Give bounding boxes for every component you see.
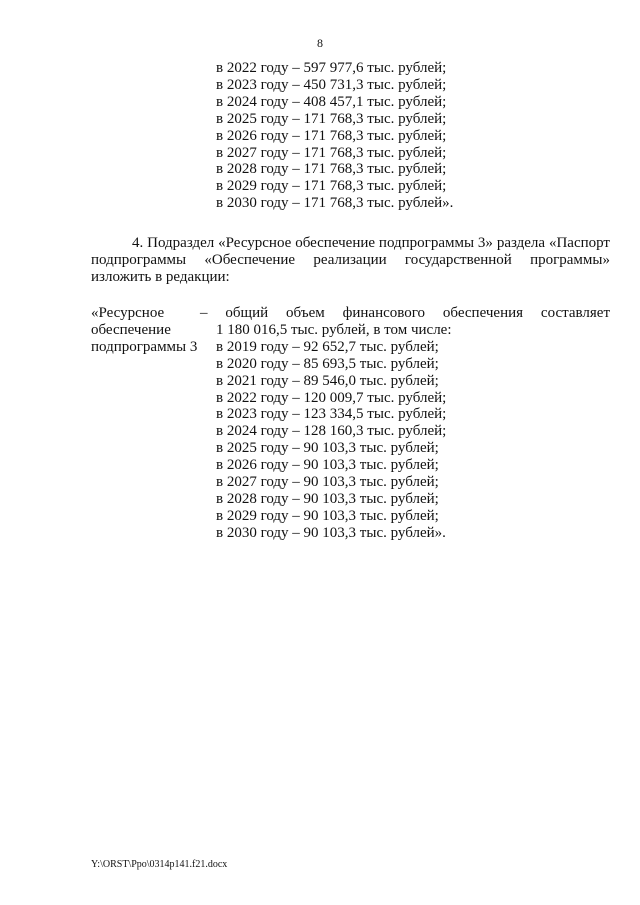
total-amount: 1 180 016,5 тыс. рублей, в том числе:: [216, 321, 452, 338]
page-number: 8: [317, 36, 323, 50]
list-item: в 2025 году – 90 103,3 тыс. рублей;: [216, 440, 439, 457]
section-label: [91, 305, 197, 356]
paragraph-line: изложить в редакции:: [91, 268, 230, 285]
list-item: в 2022 году – 120 009,7 тыс. рублей;: [216, 389, 447, 406]
list-item: в 2023 году – 450 731,3 тыс. рублей;: [216, 76, 447, 93]
list-item: в 2027 году – 171 768,3 тыс. рублей;: [216, 144, 447, 161]
list-item: в 2027 году – 90 103,3 тыс. рублей;: [216, 474, 439, 491]
list-item: в 2029 году – 90 103,3 тыс. рублей;: [216, 507, 439, 524]
section-label-line: подпрограммы 3: [91, 338, 198, 355]
list-item: в 2020 году – 85 693,5 тыс. рублей;: [216, 355, 439, 372]
list-item: в 2023 году – 123 334,5 тыс. рублей;: [216, 406, 447, 423]
list-item: в 2022 году – 597 977,6 тыс. рублей;: [216, 60, 447, 76]
paragraph-line: подпрограммы «Обеспечение реализации государственной программы»: [91, 251, 610, 268]
list-item: в 2028 году – 171 768,3 тыс. рублей;: [216, 161, 447, 178]
list-item: в 2030 году – 90 103,3 тыс. рублей».: [216, 524, 446, 541]
list-item: в 2030 году – 171 768,3 тыс. рублей».: [216, 195, 454, 212]
list-item: в 2026 году – 90 103,3 тыс. рублей;: [216, 457, 439, 474]
list-item: в 2024 году – 408 457,1 тыс. рублей;: [216, 93, 447, 110]
section-label-line: обеспечение: [91, 321, 171, 338]
paragraph-line: 4. Подраздел «Ресурсное обеспечение подпрограммы 3» раздела «Паспорт: [132, 235, 610, 251]
list-item: в 2028 году – 90 103,3 тыс. рублей;: [216, 490, 439, 507]
section-label-line: «Ресурсное: [91, 305, 165, 321]
footer-file-path: Y:\ORST\Ppo\0314p141.f21.docx: [91, 859, 228, 870]
section-content: [200, 305, 610, 542]
list-item: в 2019 году – 92 652,7 тыс. рублей;: [216, 338, 439, 355]
list-item: в 2021 году – 89 546,0 тыс. рублей;: [216, 372, 439, 389]
list-item: в 2024 году – 128 160,3 тыс. рублей;: [216, 423, 447, 440]
list-item: в 2025 году – 171 768,3 тыс. рублей;: [216, 110, 447, 127]
funding-list-continued: [216, 60, 453, 212]
list-item: в 2026 году – 171 768,3 тыс. рублей;: [216, 127, 447, 144]
list-item: в 2029 году – 171 768,3 тыс. рублей;: [216, 178, 447, 195]
total-description: – общий объем финансового обеспечения составляет: [200, 305, 610, 321]
amendment-paragraph: [91, 235, 610, 286]
